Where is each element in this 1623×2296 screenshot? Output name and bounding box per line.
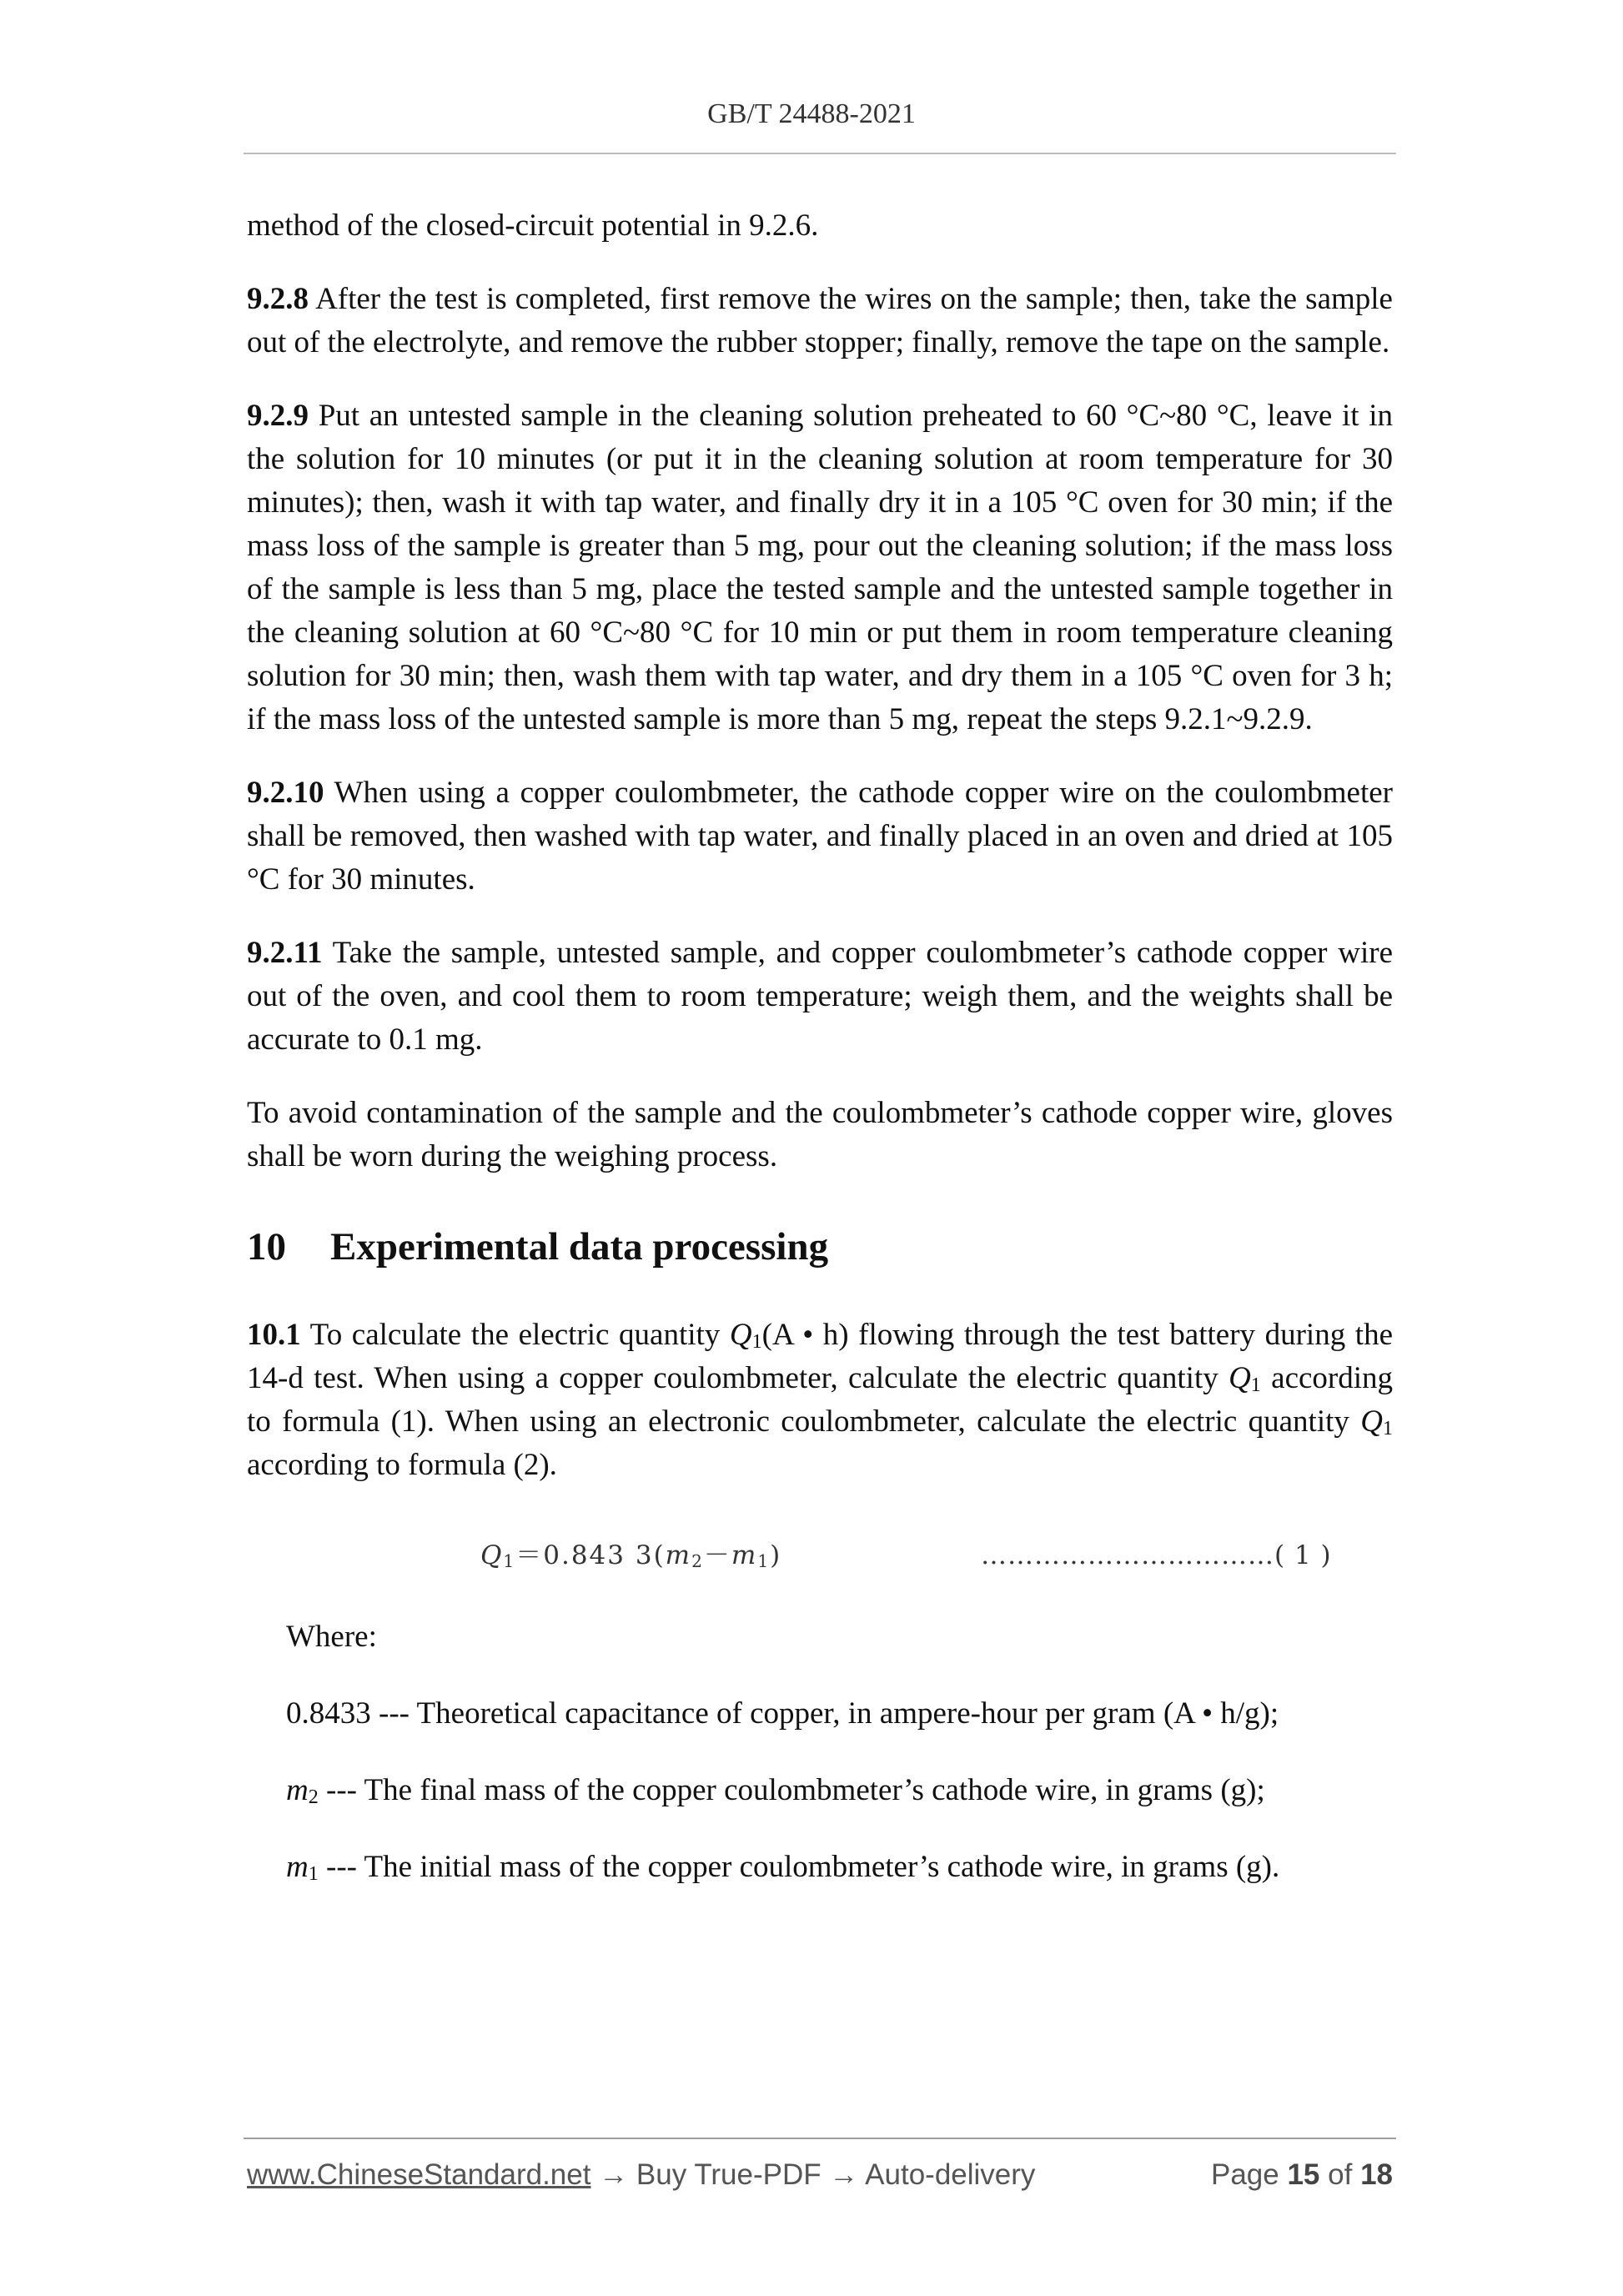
formula-expression [480, 1534, 781, 1577]
clause-text: Put an untested sample in the cleaning solution preheated to 60 °C~80 °C, leave it in the solution for 10 minutes (or put it in the cleaning solution at room temperature for 30 minutes); then, wash it with tap water, and finally dry it in a 105 °C oven for 30 min; if the mass loss of the sample is greater than 5 mg, pour out the cleaning solution; if the mass loss of the sample is less than 5 mg, place the tested sample and the untested sample together in the cleaning solution at 60 °C~80 °C for 10 min or put them in room temperature cleaning solution for 30 min; then, wash them with tap water, and dry them in a 105 °C oven for 3 h; if the mass loss of the untested sample is more than 5 mg, repeat the steps 9.2.1~9.2.9. [247, 399, 1394, 736]
clause-text: according to formula (1). When using an electronic coulombmeter, calculate the electric quantity [247, 1361, 1394, 1439]
clause-number: 9.2.10 [247, 776, 324, 810]
definition-text: --- The final mass of the copper coulombmeter’s cathode wire, in grams (g); [318, 1773, 1265, 1807]
definition-var: m [286, 1773, 309, 1807]
total-pages: 18 [1360, 2158, 1393, 2191]
variable-q: Q [1229, 1361, 1251, 1395]
footer-divider [244, 2138, 1396, 2139]
clause-text: (A • h) flowing through the test battery during the 14-d test. When using a copper coulombmeter, calculate the electric quantity [247, 1318, 1393, 1395]
clause-text: according to formula (2). [247, 1448, 557, 1482]
section-title: Experimental data processing [330, 1225, 829, 1269]
formula-1 [247, 1529, 1393, 1579]
formula-equals: ＝0.843 3( [515, 1540, 666, 1570]
clause-text: After the test is completed, first remove the wires on the sample; then, take the sample out of the electrolyte, and remove the rubber stopper; finally, remove the tape on the sample. [247, 282, 1393, 359]
clause-9-2-8 [247, 278, 1393, 364]
variable-subscript: 1 [1250, 1374, 1261, 1396]
formula-var-q: Q [480, 1540, 504, 1570]
site-link[interactable]: www.ChineseStandard.net [247, 2158, 591, 2191]
clause-text: When using a copper coulombmeter, the cathode copper wire on the coulombmeter shall be removed, then washed with tap water, and finally placed in an oven and dried at 105 °C for 30 minutes. [247, 776, 1393, 897]
formula-var-m1: m [731, 1540, 758, 1570]
formula-var-m2: m [665, 1540, 692, 1570]
formula-sub: 1 [757, 1551, 771, 1571]
formula-label: ( 1 ) [1274, 1540, 1332, 1570]
definition-sub: 1 [308, 1863, 319, 1885]
formula-number [981, 1534, 1332, 1577]
variable-subscript: 1 [1382, 1418, 1393, 1439]
formula-close: ) [770, 1540, 782, 1570]
where-title: Where: [286, 1620, 377, 1654]
page-indicator [1211, 2158, 1393, 2192]
where-block [286, 1615, 1393, 1889]
footer-tagline: → Buy True-PDF → Auto-delivery [590, 2158, 1036, 2191]
clause-9-2-11 [247, 932, 1393, 1062]
clause-9-2-10 [247, 771, 1393, 902]
formula-sub: 2 [691, 1551, 704, 1571]
clause-10-1 [247, 1314, 1393, 1487]
formula-sub: 1 [503, 1551, 516, 1571]
clause-text: Take the sample, untested sample, and copper coulombmeter’s cathode copper wire out of the oven, and cool them to room temperature; weigh them, and the weights shall be accurate to 0.1 mg. [247, 936, 1393, 1057]
header-divider [244, 153, 1396, 154]
variable-q: Q [729, 1318, 752, 1352]
where-definition-3 [286, 1846, 1393, 1889]
clause-number: 9.2.8 [247, 282, 309, 316]
section-number: 10 [247, 1225, 286, 1269]
document-id-header: GB/T 24488-2021 [707, 98, 916, 129]
clause-number: 9.2.9 [247, 399, 309, 433]
formula-minus: － [703, 1540, 731, 1570]
definition-sub: 2 [308, 1786, 319, 1808]
page-footer [247, 2158, 1393, 2192]
page-word: Page [1210, 2158, 1279, 2191]
paragraph-gloves: To avoid contamination of the sample and the coulombmeter’s cathode copper wire, gloves shall be worn during the weighing process. [247, 1096, 1393, 1173]
where-definition-2 [286, 1769, 1393, 1812]
variable-q: Q [1360, 1404, 1383, 1439]
definition-text: --- The initial mass of the copper coulombmeter’s cathode wire, in grams (g). [318, 1850, 1280, 1884]
clause-number: 10.1 [247, 1318, 301, 1352]
where-definition-1: 0.8433 --- Theoretical capacitance of copper, in ampere-hour per gram (A • h/g); [286, 1696, 1279, 1731]
section-heading-10 [247, 1222, 1393, 1272]
current-page: 15 [1287, 2158, 1320, 2191]
definition-var: m [286, 1850, 309, 1884]
clause-number: 9.2.11 [247, 936, 323, 970]
clause-9-2-9 [247, 394, 1393, 741]
paragraph-continuation: method of the closed-circuit potential in 9.2.6. [247, 208, 819, 243]
formula-leader-dots: …………………………… [981, 1540, 1274, 1570]
of-word: of [1328, 2158, 1353, 2191]
clause-text: To calculate the electric quantity [309, 1318, 721, 1352]
page-content [247, 204, 1393, 1922]
variable-subscript: 1 [751, 1331, 762, 1353]
